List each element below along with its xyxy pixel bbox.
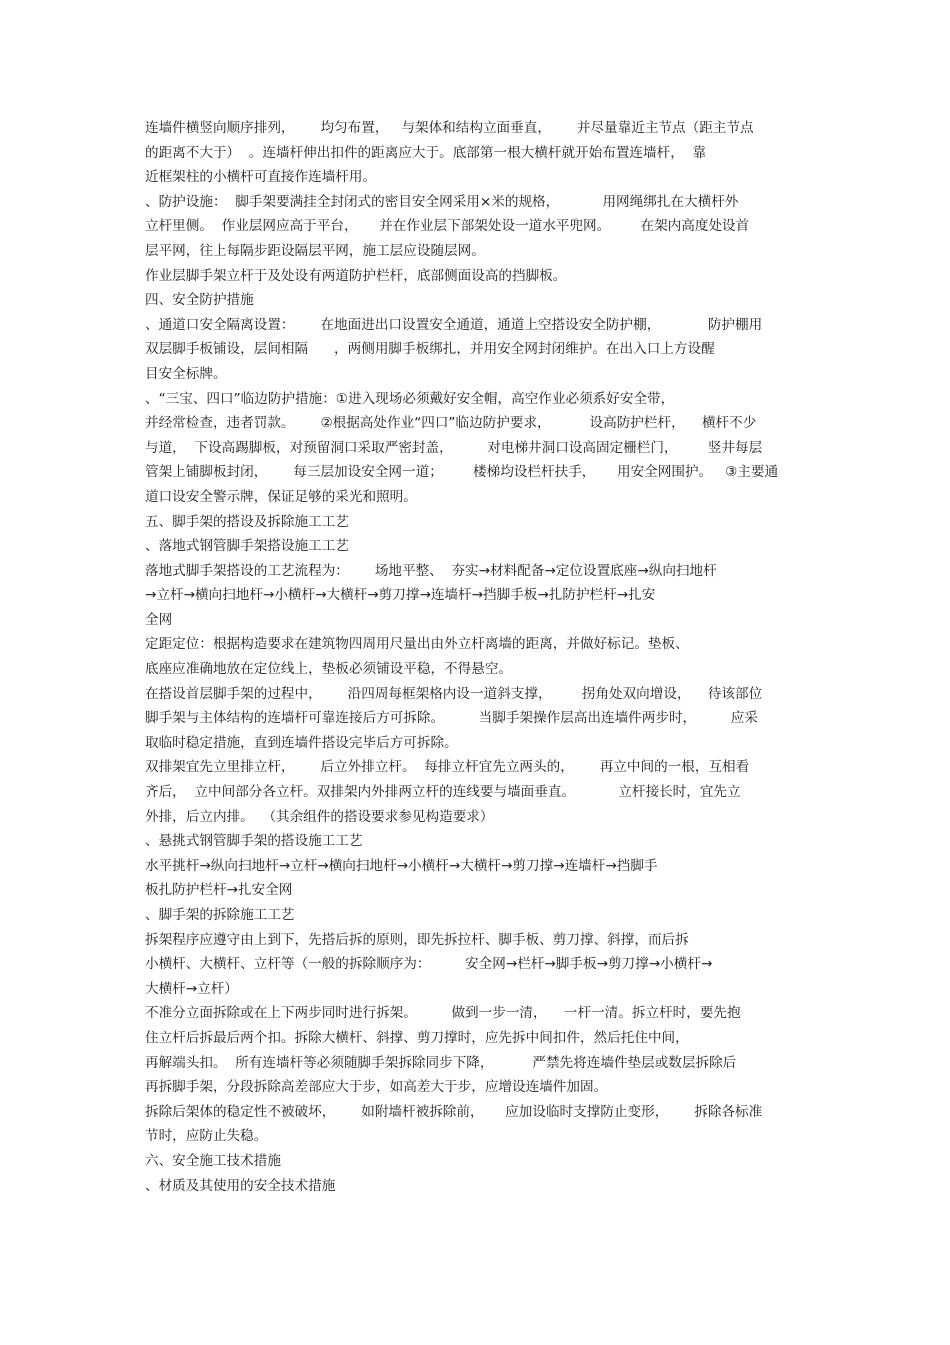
text-line: 层平网，往上每隔步距设隔层平网，施工层应设随层网。 — [145, 242, 485, 259]
text-line: 全网 — [145, 611, 173, 628]
text-line: 小横杆、大横杆、立杆等（一般的拆除顺序为： 安全网→栏杆→脚手板→剪刀撑→小横杆→ — [145, 956, 713, 973]
text-line: 作业层脚手架立杆于及处设有两道防护栏杆，底部侧面设高的挡脚板。 — [145, 267, 567, 284]
text-line: 再解端头扣。 所有连墙杆等必须随脚手架拆除同步下降， 严禁先将连墙件垫层或数层拆除后 — [145, 1054, 737, 1071]
text-line: 、脚手架的拆除施工工艺 — [145, 907, 295, 923]
text-line: 定距定位：根据构造要求在建筑物四周用尺量出由外立杆离墙的距离，并做好标记。垫板、 — [145, 636, 689, 653]
text-line: 节时，应防止失稳。 — [145, 1128, 268, 1145]
text-line: 四、安全防护措施 — [145, 292, 254, 309]
text-line: 双层脚手板铺设，层间相隔 ，两侧用脚手板绑扎，并用安全网封闭维护。在出入口上方设醒 — [145, 341, 715, 358]
document-body — [145, 116, 815, 1198]
text-line: →立杆→横向扫地杆→小横杆→大横杆→剪刀撑→连墙杆→挡脚手板→扎防护栏杆→扎安 — [145, 587, 656, 604]
text-line: 五、脚手架的搭设及拆除施工工艺 — [145, 513, 349, 530]
text-line: 、悬挑式钢管脚手架的搭设施工工艺 — [145, 833, 363, 850]
text-line: 目安全标牌。 — [145, 365, 227, 382]
text-line: 在搭设首层脚手架的过程中， 沿四周每框架格内设一道斜支撑， 拐角处双向增设， 待该部位 — [145, 685, 763, 702]
text-line: 立杆里侧。 作业层网应高于平台， 并在作业层下部架处设一道水平兜网。 在架内高度处设首 — [145, 218, 750, 235]
text-line: 、通道口安全隔离设置： 在地面进出口设置安全通道，通道上空搭设安全防护棚， 防护棚用 — [145, 316, 763, 333]
text-line: 管架上铺脚板封闭， 每三层加设安全网一道； 楼梯均设栏杆扶手， 用安全网围护。 ③主要通 — [145, 464, 779, 481]
text-line: 并经常检查，违者罚款。 ②根据高处作业“四口”临边防护要求， 设高防护栏杆， 横杆不少 — [145, 415, 757, 432]
text-line: 、落地式钢管脚手架搭设施工工艺 — [145, 538, 349, 555]
text-line: 、材质及其使用的安全技术措施 — [145, 1177, 336, 1194]
text-line: 双排架宜先立里排立杆， 后立外排立杆。 每排立杆宜先立两头的， 再立中间的一根，互相看 — [145, 759, 750, 776]
text-line: 、防护设施： 脚手架要满挂全封闭式的密目安全网采用×米的规格， 用网绳绑扎在大横杆外 — [145, 193, 739, 210]
text-line: 脚手架与主体结构的连墙杆可靠连接后方可拆除。 当脚手架操作层高出连墙件两步时， 应采 — [145, 710, 758, 727]
text-line: 六、安全施工技术措施 — [145, 1152, 281, 1169]
text-line: 齐后， 立中间部分各立杆。双排架内外排两立杆的连线要与墙面垂直。 立杆接长时，宜先立 — [145, 784, 741, 801]
text-line: 外排，后立内排。 （其余组件的搭设要求参见构造要求） — [145, 808, 494, 825]
text-line: 落地式脚手架搭设的工艺流程为： 场地平整、 夯实→材料配备→定位设置底座→纵向扫地杆 — [145, 562, 717, 579]
text-line: 、“三宝、四口”临边防护措施：①进入现场必须戴好安全帽，高空作业必须系好安全带， — [145, 390, 675, 407]
text-line: 取临时稳定措施，直到连墙件搭设完毕后方可拆除。 — [145, 734, 458, 751]
text-line: 拆除后架体的稳定性不被破坏， 如附墙杆被拆除前， 应加设临时支撑防止变形， 拆除各标准 — [145, 1103, 763, 1120]
text-line: 大横杆→立杆） — [145, 980, 238, 997]
text-line: 与道， 下设高踢脚板，对预留洞口采取严密封盖， 对电梯井洞口设高固定栅栏门， 竖井每层 — [145, 439, 763, 456]
text-line: 拆架程序应遵守由上到下，先搭后拆的原则，即先拆拉杆、脚手板、剪刀撑、斜撑，而后拆 — [145, 931, 689, 948]
text-line: 不准分立面拆除或在上下两步同时进行拆架。 做到一步一清， 一杆一清。拆立杆时，要先抱 — [145, 1005, 741, 1022]
text-line: 道口设安全警示牌，保证足够的采光和照明。 — [145, 488, 417, 505]
text-line: 再拆脚手架，分段拆除高差部应大于步，如高差大于步，应增设连墙件加固。 — [145, 1079, 608, 1096]
text-line: 连墙件横竖向顺序排列， 均匀布置， 与架体和结构立面垂直， 并尽量靠近主节点（距主节点 — [145, 120, 754, 136]
text-line: 的距离不大于） 。连墙杆伸出扣件的距离应大于。底部第一根大横杆就开始布置连墙杆， 靠 — [145, 144, 707, 161]
text-line: 底座应准确地放在定位线上，垫板必须铺设平稳，不得悬空。 — [145, 661, 513, 678]
text-line: 板扎防护栏杆→扎安全网 — [145, 882, 293, 899]
text-line: 住立杆后拆最后两个扣。拆除大横杆、斜撑、剪刀撑时，应先拆中间扣件，然后托住中间， — [145, 1029, 689, 1046]
text-line: 水平挑杆→纵向扫地杆→立杆→横向扫地杆→小横杆→大横杆→剪刀撑→连墙杆→挡脚手 — [145, 857, 658, 874]
text-line: 近框架柱的小横杆可直接作连墙杆用。 — [145, 169, 377, 186]
